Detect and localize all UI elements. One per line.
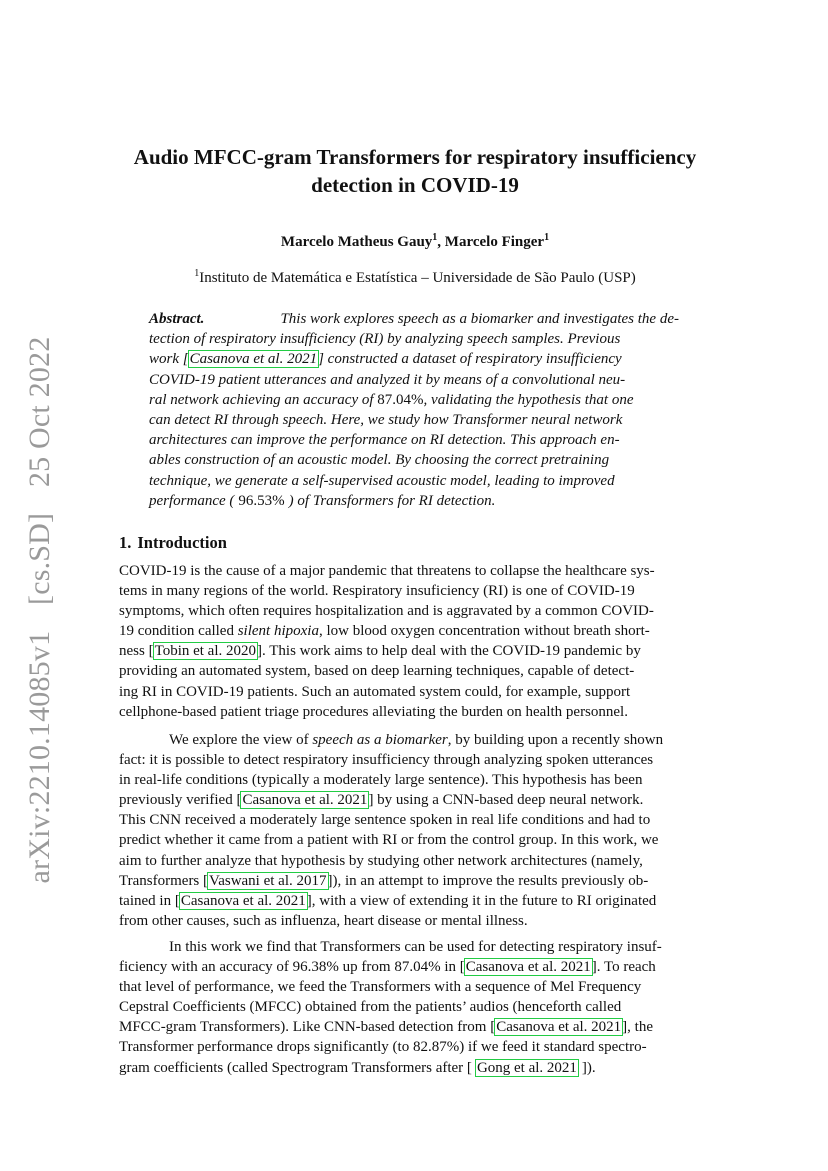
affiliation-marker: 1	[432, 232, 438, 243]
text-run: that level of performance, we feed the Transformers with a sequence of Mel Frequency	[119, 979, 642, 996]
abstract-text: ral network achieving an accuracy of	[149, 391, 374, 408]
text-run: ness [	[119, 643, 154, 660]
text-run: in real-life conditions (typically a moderately large sentence). This hypothesis has been	[119, 772, 643, 789]
abstract-line	[149, 491, 679, 511]
accuracy-value: 87.04%	[394, 959, 441, 976]
text-run: up from	[342, 959, 391, 976]
text-line	[119, 702, 711, 722]
paper-title	[90, 143, 740, 199]
abstract-line	[149, 410, 679, 430]
abstract-text: This work explores speech as a biomarker and investigates the de-	[280, 311, 679, 327]
abstract-line	[149, 309, 679, 329]
text-run: tained in [	[119, 892, 180, 909]
text-run: COVID-19 is the cause of a major pandemic that threatens to collapse the healthcare sys-	[119, 563, 655, 579]
arxiv-id: arXiv:2210.14085v1	[23, 630, 56, 884]
author-name: Marcelo Matheus Gauy	[280, 234, 433, 250]
abstract	[149, 309, 679, 511]
text-run: ficiency with an accuracy of	[119, 959, 289, 976]
accuracy-value: 82.87%	[412, 1039, 460, 1056]
abstract-line	[149, 471, 679, 491]
text-run: aim to further analyze that hypothesis by studying other network architectures (namely,	[119, 852, 643, 869]
abstract-text: , validating the hypothesis that one	[423, 391, 634, 408]
text-line	[119, 1017, 711, 1037]
abstract-text: can detect RI through speech. Here, we study how Transformer neural network	[149, 412, 623, 429]
section-heading	[119, 533, 233, 553]
text-run: ], with a view of extending it in the future to RI originated	[306, 892, 657, 909]
text-line	[119, 682, 711, 702]
text-line	[119, 891, 711, 911]
text-run: This CNN received a moderately large sentence spoken in real life conditions and had to	[119, 812, 651, 829]
author-name: Marcelo Finger	[444, 234, 545, 250]
abstract-line	[149, 349, 679, 369]
abstract-text: work [	[149, 351, 189, 368]
text-line	[119, 977, 711, 997]
abstract-text: technique, we generate a self-supervised acoustic model, leading to improved	[149, 472, 615, 489]
text-run: ], the	[622, 1019, 653, 1036]
text-run: In this work we find that Transformers can be used for detecting respiratory insuf-	[169, 939, 662, 955]
abstract-text: tection of respiratory insufficiency (RI) by analyzing speech samples. Previous	[149, 331, 621, 348]
text-run: tems in many regions of the world. Respiratory insuficiency (RI) is one of COVID-19	[119, 583, 635, 600]
text-run: , by building upon a recently shown	[447, 732, 664, 748]
arxiv-category: [cs.SD]	[23, 512, 56, 605]
text-line	[119, 641, 711, 661]
text-line	[119, 621, 711, 641]
text-run: ]).	[581, 1059, 596, 1076]
section-number: 1.	[119, 533, 132, 552]
accuracy-value: 87.04%	[377, 391, 424, 408]
text-line	[119, 1058, 711, 1078]
affiliation-text: Instituto de Matemática e Estatística – Universidade de São Paulo (USP)	[199, 270, 636, 286]
abstract-line	[149, 450, 679, 470]
text-run: cellphone-based patient triage procedures alleviating the burden on health personnel.	[119, 703, 628, 720]
abstract-text: COVID-19 patient utterances and analyzed it by means of a convolutional neu-	[149, 371, 626, 388]
accuracy-value: 96.38%	[292, 959, 339, 976]
text-line	[119, 830, 711, 850]
text-line	[119, 661, 711, 681]
text-line	[119, 911, 711, 931]
citation-link[interactable]: Casanova et al. 2021	[189, 351, 318, 368]
text-line	[119, 770, 711, 790]
author-list	[90, 232, 740, 252]
text-line	[119, 790, 711, 810]
arxiv-sidebar-stamp	[23, 337, 57, 884]
emphasis-text: speech as a biomarker	[312, 732, 448, 748]
citation-link[interactable]: Casanova et al. 2021	[242, 792, 368, 809]
text-line	[119, 1037, 711, 1057]
text-line	[119, 750, 711, 770]
citation-link[interactable]: Casanova et al. 2021	[465, 959, 591, 976]
emphasis-text: silent hipoxia	[237, 623, 319, 640]
text-run: providing an automated system, based on deep learning techniques, capable of detect-	[119, 663, 635, 680]
abstract-label: Abstract.	[149, 311, 205, 327]
text-run: Transformer performance drops significantly (to	[119, 1039, 410, 1056]
citation-link[interactable]: Casanova et al. 2021	[180, 892, 306, 909]
citation-link[interactable]: Gong et al. 2021	[476, 1059, 577, 1076]
text-run: Cepstral Coefficients (MFCC) obtained from the patients’ audios (henceforth called	[119, 999, 622, 1016]
text-run: predict whether it came from a patient with RI or from the control group. In this work, we	[119, 832, 659, 849]
title-line-2: detection in COVID-19	[311, 173, 519, 197]
text-run: ) if we feed it standard spectro-	[459, 1039, 647, 1056]
affiliation-marker: 1	[194, 268, 200, 279]
text-run: symptoms, which often requires hospitalization and is aggravated by a common COVID-	[119, 603, 654, 620]
text-run: ]. To reach	[591, 959, 656, 976]
text-line	[119, 810, 711, 830]
text-run: ing RI in COVID-19 patients. Such an automated system could, for example, support	[119, 683, 631, 700]
paragraph-1	[119, 561, 711, 722]
text-run: , low blood oxygen concentration without breath short-	[318, 623, 650, 640]
citation-link[interactable]: Tobin et al. 2020	[154, 643, 257, 660]
author-separator: ,	[437, 234, 445, 250]
text-run: ] by using a CNN-based deep neural network.	[368, 792, 644, 809]
abstract-text: performance (	[149, 492, 235, 509]
citation-link[interactable]: Vaswani et al. 2017	[209, 872, 327, 889]
affiliation	[90, 268, 740, 288]
text-line	[119, 997, 711, 1017]
accuracy-value: 96.53%	[238, 492, 285, 509]
text-run: 19 condition called	[119, 623, 234, 640]
text-line	[119, 601, 711, 621]
text-run: in [	[444, 959, 465, 976]
text-line	[119, 957, 711, 977]
text-run: ]), in an attempt to improve the results previously ob-	[327, 872, 649, 889]
abstract-text: ] constructed a dataset of respiratory insufficiency	[318, 351, 622, 368]
text-line	[119, 730, 711, 750]
abstract-line	[149, 370, 679, 390]
abstract-line	[149, 390, 679, 410]
abstract-text: ables construction of an acoustic model. By choosing the correct pretraining	[149, 452, 610, 469]
text-run: previously verified [	[119, 792, 242, 809]
text-run: Transformers [	[119, 872, 209, 889]
text-line	[119, 561, 711, 581]
abstract-text: ) of Transformers for RI detection.	[288, 492, 496, 509]
affiliation-marker: 1	[544, 232, 550, 243]
paragraph-2	[119, 730, 711, 931]
text-run: ]. This work aims to help deal with the COVID-19 pandemic by	[257, 643, 641, 660]
paragraph-3	[119, 937, 711, 1078]
abstract-text: architectures can improve the performance on RI detection. This approach en-	[149, 432, 620, 449]
citation-link[interactable]: Casanova et al. 2021	[496, 1019, 622, 1036]
text-run: gram coefficients (called Spectrogram Transformers after [	[119, 1059, 472, 1076]
text-line	[119, 581, 711, 601]
text-run: from other causes, such as influenza, heart disease or mental illness.	[119, 912, 528, 929]
text-run: We explore the view of	[169, 732, 309, 748]
text-line	[119, 871, 711, 891]
text-run: MFCC-gram Transformers). Like CNN-based detection from [	[119, 1019, 496, 1036]
arxiv-date: 25 Oct 2022	[23, 336, 56, 488]
title-line-1: Audio MFCC-gram Transformers for respiratory insufficiency	[133, 145, 697, 169]
text-line	[119, 937, 711, 957]
abstract-line	[149, 430, 679, 450]
abstract-line	[149, 329, 679, 349]
text-run: fact: it is possible to detect respiratory insufficiency through analyzing spoken utterances	[119, 752, 654, 769]
text-line	[119, 851, 711, 871]
section-title: Introduction	[137, 533, 227, 552]
